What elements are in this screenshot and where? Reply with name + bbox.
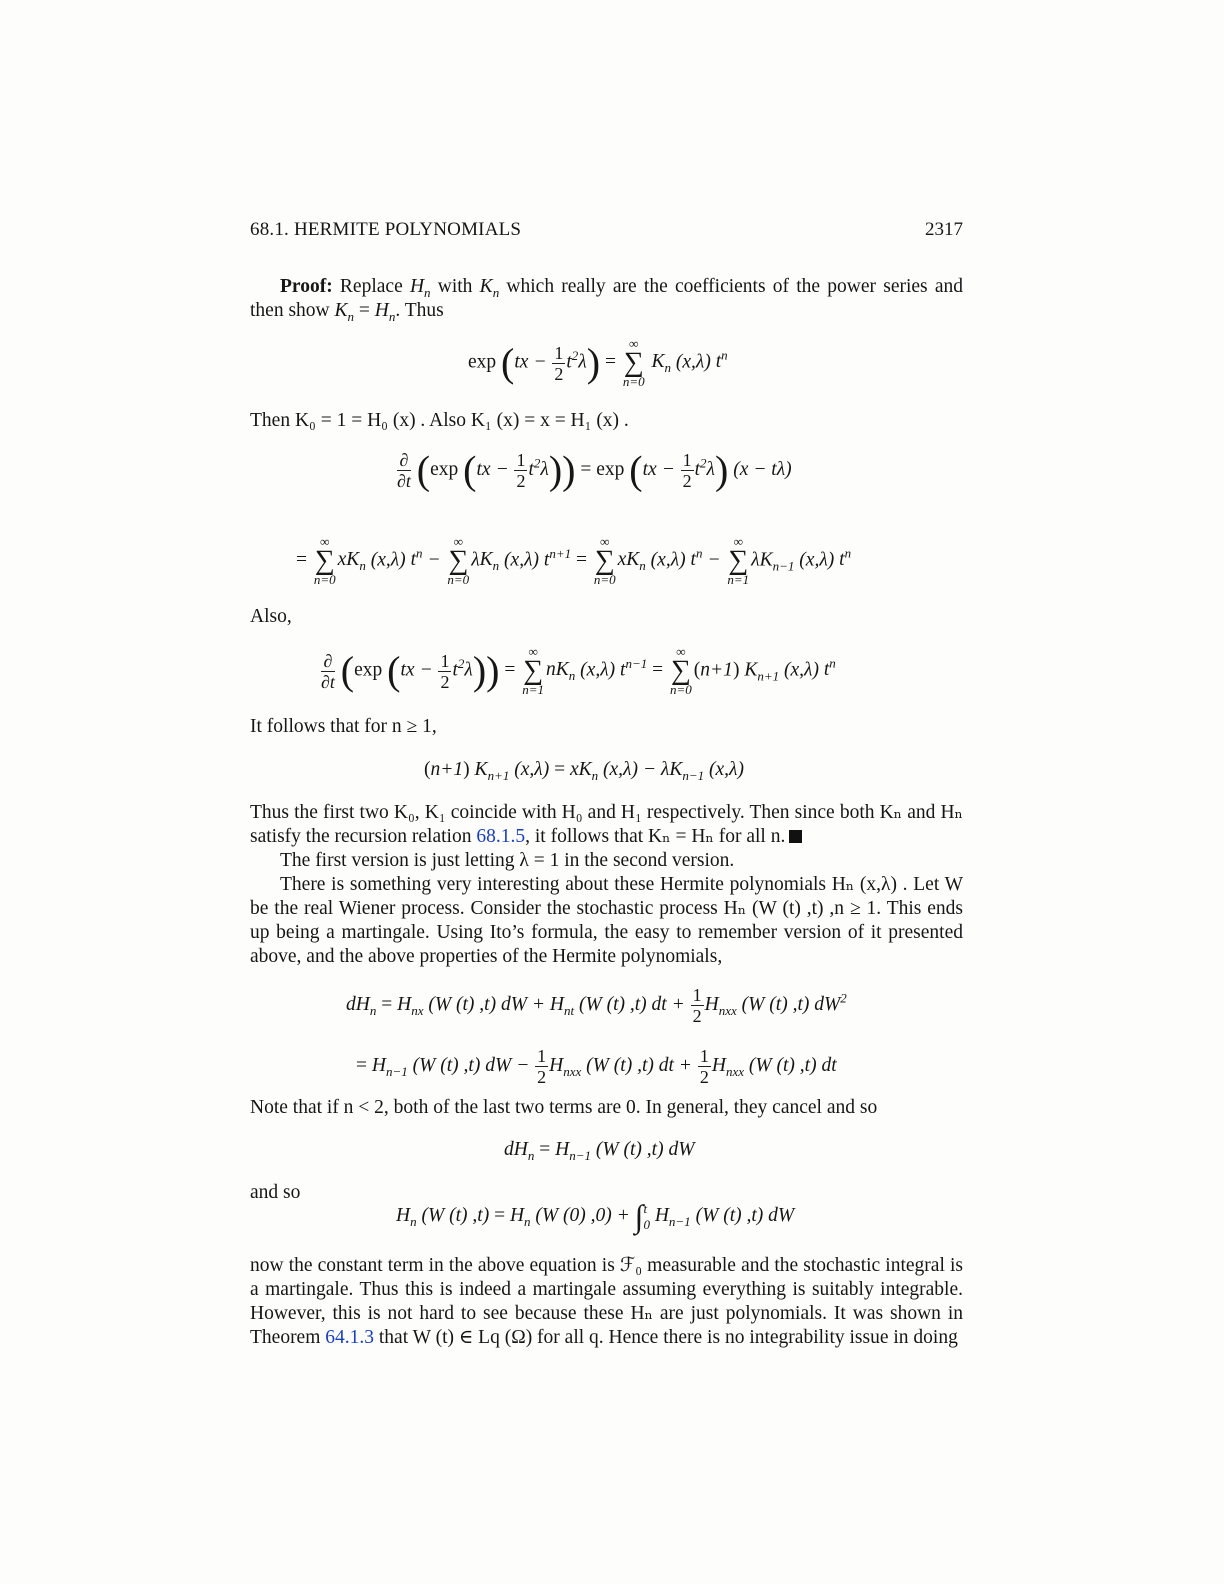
equation-generating-function: exp (tx − $\frac{1}{2}$ $t^2\lambda$) = ∞ ∑ n=0 $K_n$ (x,λ) $t^n$ <box>468 336 728 389</box>
section-title: 68.1. HERMITE POLYNOMIALS <box>250 219 522 240</box>
note-line: Note that if n < 2, both of the last two terms are 0. In general, they cancel and so <box>250 1097 878 1118</box>
equation-series-expansion: = ∞ ∑ n=0 $xK_n$ (x,λ) $t^n$ − ∞ ∑ n=0 $\lambda K_n$ (x,λ) $t^{n+1}$ = ∞ ∑ n=0 $xK_n$ (x,λ) $t^n$ − ∞ ∑ n=1 $\lambda K_{n-1}$ (x,λ) $t^n$ <box>296 534 852 587</box>
link-theorem-64-1-3[interactable]: 64.1.3 <box>325 1327 375 1348</box>
equation-ito-simplified: = $H_{n-1}$ (W (t) ,t) dW − $\frac{1}{2}$ $H_{nxx}$ (W (t) ,t) dt + $\frac{1}{2}$ $H_{nxx}$ (W (t) ,t) dt <box>356 1046 837 1087</box>
paragraph-wiener-process: There is something very interesting about these Hermite polynomials Hₙ (x,λ) . Let W be the real Wiener process. Consider the stochastic process Hₙ (W (t) ,t) ,n ≥ 1. This ends up being a martingale. Using Ito’s formula, the easy to remember version of it presented above, and the above properties of the Hermite polynomials, <box>250 874 963 967</box>
qed-icon <box>789 830 802 843</box>
proof-label: Proof: <box>280 276 333 297</box>
then-line: Then K₀ = 1 = H₀ (x) . Also K₁ (x) = x = H₁ (x) . <box>250 410 629 431</box>
equation-recursion: (n+1) $K_{n+1}$ $(x,\lambda) = xK_n$ $(x,\lambda) - \lambda K_{n-1}$ (x,λ) <box>424 759 744 783</box>
also-label: Also, <box>250 606 292 627</box>
paragraph-coincide: Thus the first two K₀, K₁ coincide with H₀ and H₁ respectively. Then since both Kₙ and Hₙ satisfy the recursion relation 68.1.5, it follows that Kₙ = Hₙ for all n. <box>250 802 963 847</box>
page <box>250 0 963 1584</box>
equation-dhn: $dH_n = H_{n-1}$ (W (t) ,t) dW <box>504 1139 695 1163</box>
equation-integral-form: $H_n$ (W (t) $,t) = H_n$ (W (0) ,0) + ∫t 0 $H_{n-1}$ (W (t) ,t) dW <box>396 1198 795 1234</box>
follows-line: It follows that for n ≥ 1, <box>250 716 437 737</box>
equation-partial-derivative: $\frac{\partial}{\partial t}$ (exp (tx − $\frac{1}{2}$ $t^2\lambda)) = \exp (tx$ − $\frac{1}{2}$ $t^2\lambda$) (x − tλ) <box>397 447 792 493</box>
paragraph-first-version: The first version is just letting λ = 1 in the second version. <box>280 850 735 871</box>
page-number: 2317 <box>925 219 963 240</box>
paragraph-martingale: now the constant term in the above equation is ℱ₀ measurable and the stochastic integral is a martingale. Thus this is indeed a martingale assuming everything is suitably integrable. However, this is not hard to see because these Hₙ are just polynomials. It was shown in Theorem 64.1.3 that W (t) ∈ Lq (Ω) for all q. Hence there is no integrability issue in doing <box>250 1255 963 1348</box>
equation-ito-formula: $dH_n = H_{nx}$ (W (t) ,t) dW + $H_{nt}$ (W (t) ,t) dt + $\frac{1}{2}$ $H_{nxx}$ (W (t) ,t) $dW^2$ <box>346 985 847 1026</box>
link-recursion-68-1-5[interactable]: 68.1.5 <box>476 826 526 847</box>
and-so-label: and so <box>250 1182 301 1203</box>
proof-paragraph: Proof: Replace $H_n$ with $K_n$ which really are the coefficients of the power series and then show $K_n = H_n$. Thus <box>250 276 964 324</box>
equation-derivative-series: $\frac{\partial}{\partial t}$ (exp (tx − $\frac{1}{2}$ $t^2\lambda$)) = ∞ ∑ n=1 $nK_n$ (x,λ) $t^{n-1}$ = ∞ ∑ n=0 (n+1) $K_{n+1}$ (x,λ) $t^n$ <box>321 644 836 697</box>
